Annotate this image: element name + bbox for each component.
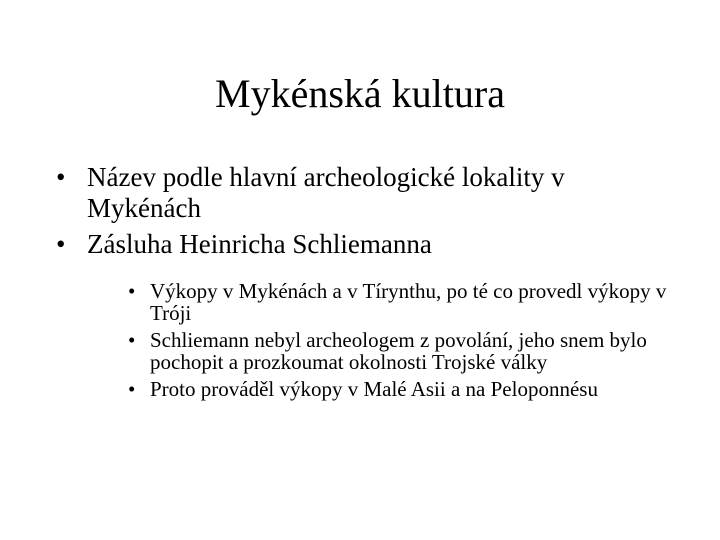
- bullet-dot-icon: •: [128, 377, 136, 401]
- sub-bullet-item: [128, 378, 668, 400]
- bullet-dot-icon: •: [128, 328, 136, 352]
- bullet-item: [56, 229, 656, 260]
- bullet-dot-icon: •: [128, 279, 136, 303]
- bullet-dot-icon: •: [56, 162, 66, 192]
- sub-bullet-item: [128, 280, 668, 324]
- sub-bullet-item: [128, 329, 668, 373]
- bullet-dot-icon: •: [56, 229, 66, 259]
- sub-bullet-text: Proto prováděl výkopy v Malé Asii a na Peloponnésu: [150, 377, 598, 401]
- bullet-text: Zásluha Heinricha Schliemanna: [87, 229, 432, 259]
- bullet-item: [56, 162, 656, 224]
- bullet-list-level2: [128, 280, 668, 405]
- slide-title: Mykénská kultura: [215, 71, 505, 116]
- bullet-list-level1: [56, 162, 656, 265]
- bullet-text: Název podle hlavní archeologické lokality v Mykénách: [87, 162, 565, 223]
- sub-bullet-text: Schliemann nebyl archeologem z povolání, jeho snem bylo pochopit a prozkoumat okolnosti Trojské války: [150, 328, 647, 374]
- sub-bullet-text: Výkopy v Mykénách a v Tírynthu, po té co provedl výkopy v Tróji: [150, 279, 667, 325]
